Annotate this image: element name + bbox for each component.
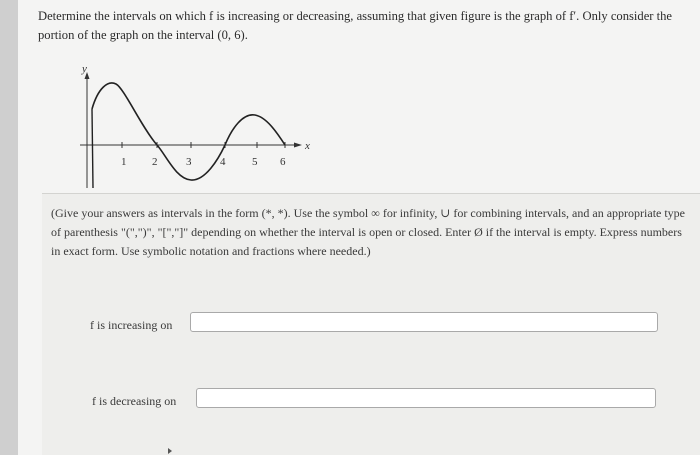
- x-tick-label: 4: [220, 156, 226, 168]
- increasing-label: f is increasing on: [90, 318, 173, 332]
- x-axis-label: x: [305, 140, 310, 152]
- x-tick-label: 3: [186, 156, 192, 168]
- x-tick-label: 2: [152, 156, 158, 168]
- derivative-curve-left: [92, 109, 93, 188]
- instructions-text: (Give your answers as intervals in the form (*, *). Use the symbol ∞ for infinity, ∪ for combining intervals, and an appropriate type of parenthesis "(",")", "[","]" depending on whether the interval is open or closed. Enter Ø if the interval is empty. Express numbers in exact form. Use symbolic notation and fractions where needed.): [51, 206, 686, 258]
- graph-svg: [60, 62, 310, 192]
- x-tick-label: 1: [121, 156, 127, 168]
- answer-panel: [42, 193, 700, 455]
- x-axis-arrow: [294, 143, 302, 148]
- derivative-graph: [60, 62, 310, 192]
- decreasing-input[interactable]: [196, 388, 656, 408]
- question-text: Determine the intervals on which f is increasing or decreasing, assuming that given figure is the graph of f′. Only consider the portion of the graph on the interval (0, 6).: [38, 9, 673, 42]
- question-page: [18, 0, 700, 455]
- x-tick-label: 6: [280, 156, 286, 168]
- mouse-cursor-icon: [168, 448, 172, 454]
- y-axis-label: y: [82, 63, 87, 75]
- x-tick-label: 5: [252, 156, 258, 168]
- increasing-input[interactable]: [190, 312, 658, 332]
- decreasing-label: f is decreasing on: [92, 394, 177, 408]
